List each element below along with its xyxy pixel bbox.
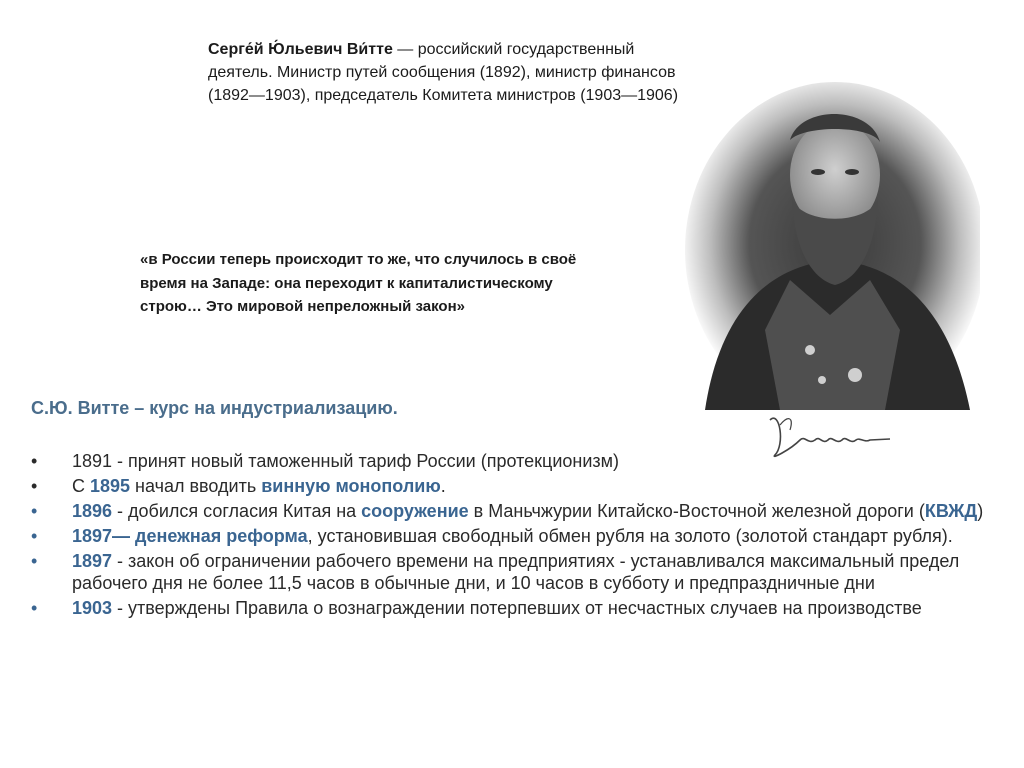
- year: 1897: [72, 551, 113, 571]
- reforms-list: [31, 450, 996, 622]
- bullet-icon: •: [31, 476, 38, 496]
- bullet-icon: •: [31, 451, 38, 471]
- highlight: сооружение: [361, 501, 469, 521]
- year: 1903: [72, 598, 113, 618]
- list-item: • С 1895 начал вводить винную монополию.: [31, 476, 446, 496]
- bullet-icon: •: [31, 501, 38, 521]
- bullet-icon: •: [31, 598, 38, 618]
- highlight: КВЖД: [924, 501, 978, 521]
- list-item: • 1891 - принят новый таможенный тариф России (протекционизм): [31, 451, 620, 471]
- witte-quote: «в России теперь происходит то же, что случилось в своё время на Западе: она переходит к капиталистическому строю… Это мировой непреложный закон»: [140, 251, 577, 315]
- year: 1897: [72, 526, 113, 546]
- year: 1896: [72, 501, 113, 521]
- intro-description: — российский государственный деятель. Министр путей сообщения (1892), министр финансов (1892—1903), председатель Комитета министров (1903—1906): [208, 41, 679, 104]
- list-item: • 1903 - утверждены Правила о вознаграждении потерпевших от несчастных случаев на производстве: [31, 598, 922, 618]
- intro-paragraph: [208, 38, 688, 107]
- bullet-icon: •: [31, 526, 38, 546]
- highlight: — денежная реформа: [112, 526, 308, 546]
- portrait: [680, 80, 980, 410]
- section-heading: С.Ю. Витте – курс на индустриализацию.: [31, 398, 398, 418]
- year: 1895: [90, 476, 131, 496]
- list-item: • 1897— денежная реформа, установившая свободный обмен рубля на золото (золотой стандарт рубля).: [31, 526, 953, 546]
- bullet-icon: •: [31, 551, 38, 571]
- person-name: Серге́й Ю́льевич Ви́тте: [208, 41, 393, 58]
- list-item: • 1897 - закон об ограничении рабочего времени на предприятиях - устанавливался максимальный предел рабочего дня не более 11,5 часов в обычные дни, и 10 часов в субботу и предпраздничные дни: [31, 551, 960, 593]
- highlight: винную монополию: [261, 476, 441, 496]
- portrait-image: [680, 80, 980, 410]
- list-item: • 1896 - добился согласия Китая на сооружение в Маньчжурии Китайско-Восточной железной дороги (КВЖД): [31, 501, 984, 521]
